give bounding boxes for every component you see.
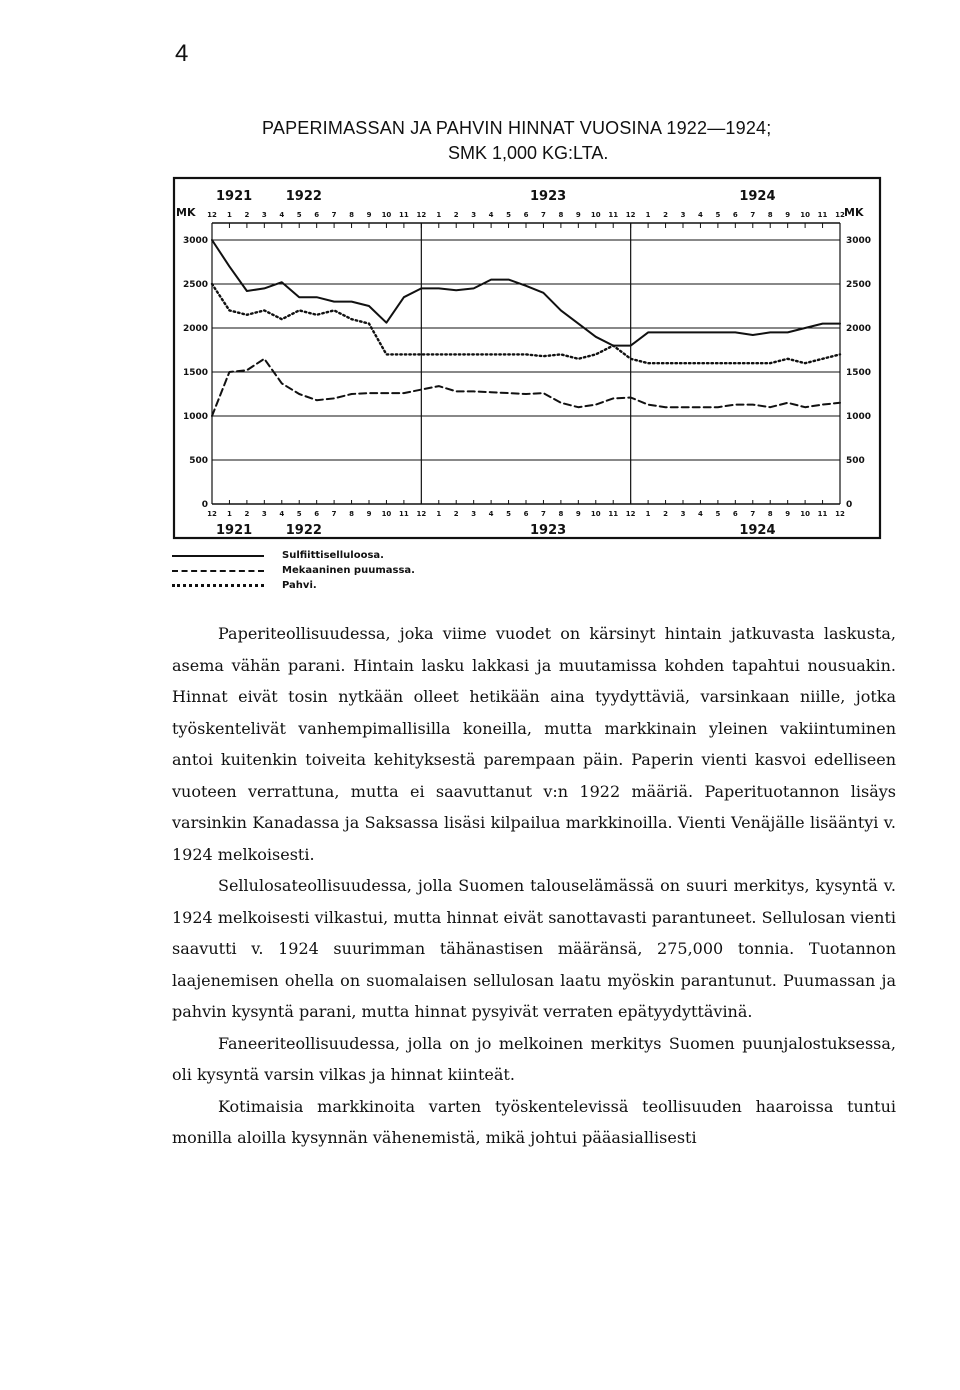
month-label-bottom: 12	[416, 510, 427, 518]
month-label-top: 1	[436, 211, 442, 219]
month-label-top: 9	[785, 211, 791, 219]
month-label-bottom: 1	[227, 510, 232, 518]
chart-frame	[174, 178, 880, 538]
month-label-bottom: 11	[608, 510, 619, 518]
series-line-solid	[212, 240, 840, 346]
legend-item-cardboard	[172, 578, 415, 593]
y-tick-label-right: 500	[846, 456, 865, 466]
month-label-top: 10	[800, 211, 810, 219]
y-tick-label-left: 1000	[182, 412, 208, 422]
y-tick-label-right: 2000	[846, 324, 872, 334]
month-label-top: 11	[399, 211, 409, 219]
paragraph-veneer-industry: Faneeriteollisuudessa, jolla on jo melkoinen merkitys Suomen puunjalostuksessa, oli kysyntä varsin vilkas ja hinnat kiinteät.	[172, 1033, 896, 1084]
month-label-top: 7	[541, 211, 546, 219]
month-label-bottom: 7	[750, 510, 756, 518]
paragraph-paper-industry: Paperiteollisuudessa, joka viime vuodet on kärsinyt hintain jatkuvasta laskusta, asema vähän parani. Hintain lasku lakkasi ja muutamissa kohden tapahtui nousuakin. Hinnat eivät tosin nytkään olleet hetikään aina tyydyttäviä, varsinkaan niille, jotka työskentelivät vanhempimallisilla koneilla, mutta markkinain yleinen vakiintuminen antoi kuitenkin toiveita kehityksestä parempaan päin. Paperin vienti kasvoi edelliseen vuoteen verrattuna, mutta ei saavuttanut v:n 1922 määriä. Paperituotannon lisäys varsinkin Kanadassa ja Saksassa lisäsi kilpailua markkinoilla. Vienti Venäjälle lisääntyi v. 1924 melkoisesti.	[172, 624, 896, 864]
chart-legend	[172, 548, 415, 593]
month-label-top: 8	[558, 211, 564, 219]
month-label-bottom: 10	[381, 510, 392, 518]
month-label-top: 11	[608, 211, 619, 219]
month-label-top: 7	[331, 211, 337, 219]
month-label-bottom: 6	[732, 510, 738, 518]
month-label-bottom: 3	[261, 510, 267, 518]
month-label-top: 9	[366, 211, 372, 219]
month-label-bottom: 10	[590, 510, 601, 518]
month-label-top: 5	[296, 211, 302, 219]
month-label-top: 12	[207, 211, 217, 219]
year-label-top: 1923	[530, 189, 567, 204]
month-label-top: 3	[261, 211, 267, 219]
y-tick-label-right: 1500	[846, 368, 872, 378]
legend-label-cardboard: Pahvi.	[282, 580, 317, 591]
year-label-bottom: 1922	[285, 523, 322, 538]
paragraph-domestic-markets: Kotimaisia markkinoita varten työskentelevissä teollisuuden haaroissa tuntui monilla aloilla kysynnän vähenemistä, mikä johtui pääasiallisesti	[172, 1096, 896, 1147]
y-tick-label-right: 0	[846, 500, 853, 510]
month-label-top: 5	[715, 211, 721, 219]
legend-label-sulfite: Sulfiittiselluloosa.	[282, 550, 384, 561]
month-label-bottom: 7	[541, 510, 546, 518]
month-label-top: 3	[471, 211, 477, 219]
legend-item-mechanical-pulp	[172, 563, 415, 578]
legend-swatch-dashed	[172, 570, 264, 572]
series-line-dashed	[212, 359, 840, 416]
month-label-bottom: 1	[436, 510, 442, 518]
month-label-top: 4	[488, 211, 494, 219]
month-label-top: 2	[244, 211, 250, 219]
month-label-bottom: 12	[625, 510, 636, 518]
year-label-bottom: 1921	[216, 523, 253, 538]
month-label-top: 2	[663, 211, 668, 219]
month-label-top: 6	[732, 211, 738, 219]
month-label-bottom: 7	[331, 510, 337, 518]
month-label-bottom: 8	[558, 510, 564, 518]
month-label-top: 11	[817, 211, 828, 219]
series-line-dotted	[212, 284, 840, 363]
month-label-bottom: 5	[506, 510, 511, 518]
month-label-bottom: 3	[471, 510, 477, 518]
month-label-bottom: 11	[399, 510, 409, 518]
month-label-top: 12	[416, 211, 427, 219]
y-tick-label-left: 3000	[182, 236, 208, 246]
month-label-bottom: 9	[785, 510, 791, 518]
month-label-bottom: 6	[523, 510, 529, 518]
y-tick-label-left: 2500	[182, 280, 208, 290]
y-tick-label-right: 3000	[846, 236, 872, 246]
legend-swatch-solid	[172, 555, 264, 557]
unit-label-left: MK	[176, 206, 196, 219]
month-label-top: 10	[381, 211, 392, 219]
month-label-bottom: 5	[296, 510, 302, 518]
legend-label-mechanical-pulp: Mekaaninen puumassa.	[282, 565, 415, 576]
month-label-top: 10	[590, 211, 601, 219]
unit-label-right: MK	[844, 206, 864, 219]
month-label-top: 8	[767, 211, 773, 219]
month-label-top: 12	[625, 211, 636, 219]
month-label-bottom: 2	[244, 510, 250, 518]
month-label-top: 7	[750, 211, 756, 219]
y-tick-label-right: 2500	[846, 280, 872, 290]
legend-item-sulfite	[172, 548, 415, 563]
year-label-top: 1921	[216, 189, 253, 204]
month-label-bottom: 4	[698, 510, 703, 518]
y-tick-label-left: 1500	[182, 368, 208, 378]
month-label-bottom: 4	[488, 510, 494, 518]
chart-subtitle: SMK 1,000 KG:LTA.	[448, 143, 609, 163]
chart-title: PAPERIMASSAN JA PAHVIN HINNAT VUOSINA 1922—1924;	[262, 118, 772, 138]
y-tick-label-left: 2000	[182, 324, 208, 334]
month-label-bottom: 8	[349, 510, 354, 518]
year-label-bottom: 1924	[739, 523, 776, 538]
month-label-bottom: 3	[680, 510, 686, 518]
legend-swatch-dotted	[172, 584, 264, 587]
page-number: 4	[175, 40, 189, 67]
month-label-top: 1	[645, 211, 651, 219]
y-tick-label-right: 1000	[846, 412, 872, 422]
y-tick-label-left: 500	[189, 456, 208, 466]
month-label-bottom: 2	[453, 510, 459, 518]
month-label-bottom: 2	[663, 510, 668, 518]
body-text	[172, 618, 896, 1154]
month-label-top: 6	[523, 211, 529, 219]
month-label-top: 12	[835, 211, 845, 219]
month-label-top: 5	[506, 211, 511, 219]
month-label-top: 6	[314, 211, 320, 219]
month-label-bottom: 9	[575, 510, 581, 518]
y-tick-label-left: 0	[201, 500, 208, 510]
month-label-bottom: 4	[279, 510, 285, 518]
month-label-top: 9	[575, 211, 581, 219]
month-label-top: 1	[227, 211, 232, 219]
month-label-bottom: 10	[800, 510, 810, 518]
price-chart	[160, 170, 890, 545]
month-label-bottom: 12	[207, 510, 217, 518]
month-label-bottom: 11	[817, 510, 828, 518]
month-label-bottom: 8	[767, 510, 773, 518]
paragraph-cellulose-industry: Sellulosateollisuudessa, jolla Suomen talouselämässä on suuri merkitys, kysyntä v. 1924 melkoisesti vilkastui, mutta hinnat eivät sanottavasti parantuneet. Sellulosan vienti saavutti v. 1924 suurimman tähänastisen määränsä, 275,000 tonnia. Tuotannon laajenemisen ohella on suomalaisen sellulosan laatu myöskin parantunut. Puumassan ja pahvin kysyntä parani, mutta hinnat pysyivät verraten epätyydyttävinä.	[172, 876, 896, 1021]
month-label-top: 2	[453, 211, 459, 219]
month-label-bottom: 1	[645, 510, 651, 518]
month-label-top: 8	[349, 211, 354, 219]
year-label-top: 1922	[285, 189, 322, 204]
month-label-top: 3	[680, 211, 686, 219]
month-label-top: 4	[279, 211, 285, 219]
year-label-top: 1924	[739, 189, 776, 204]
month-label-bottom: 12	[835, 510, 845, 518]
month-label-top: 4	[698, 211, 703, 219]
month-label-bottom: 5	[715, 510, 721, 518]
month-label-bottom: 6	[314, 510, 320, 518]
year-label-bottom: 1923	[530, 523, 567, 538]
month-label-bottom: 9	[366, 510, 372, 518]
